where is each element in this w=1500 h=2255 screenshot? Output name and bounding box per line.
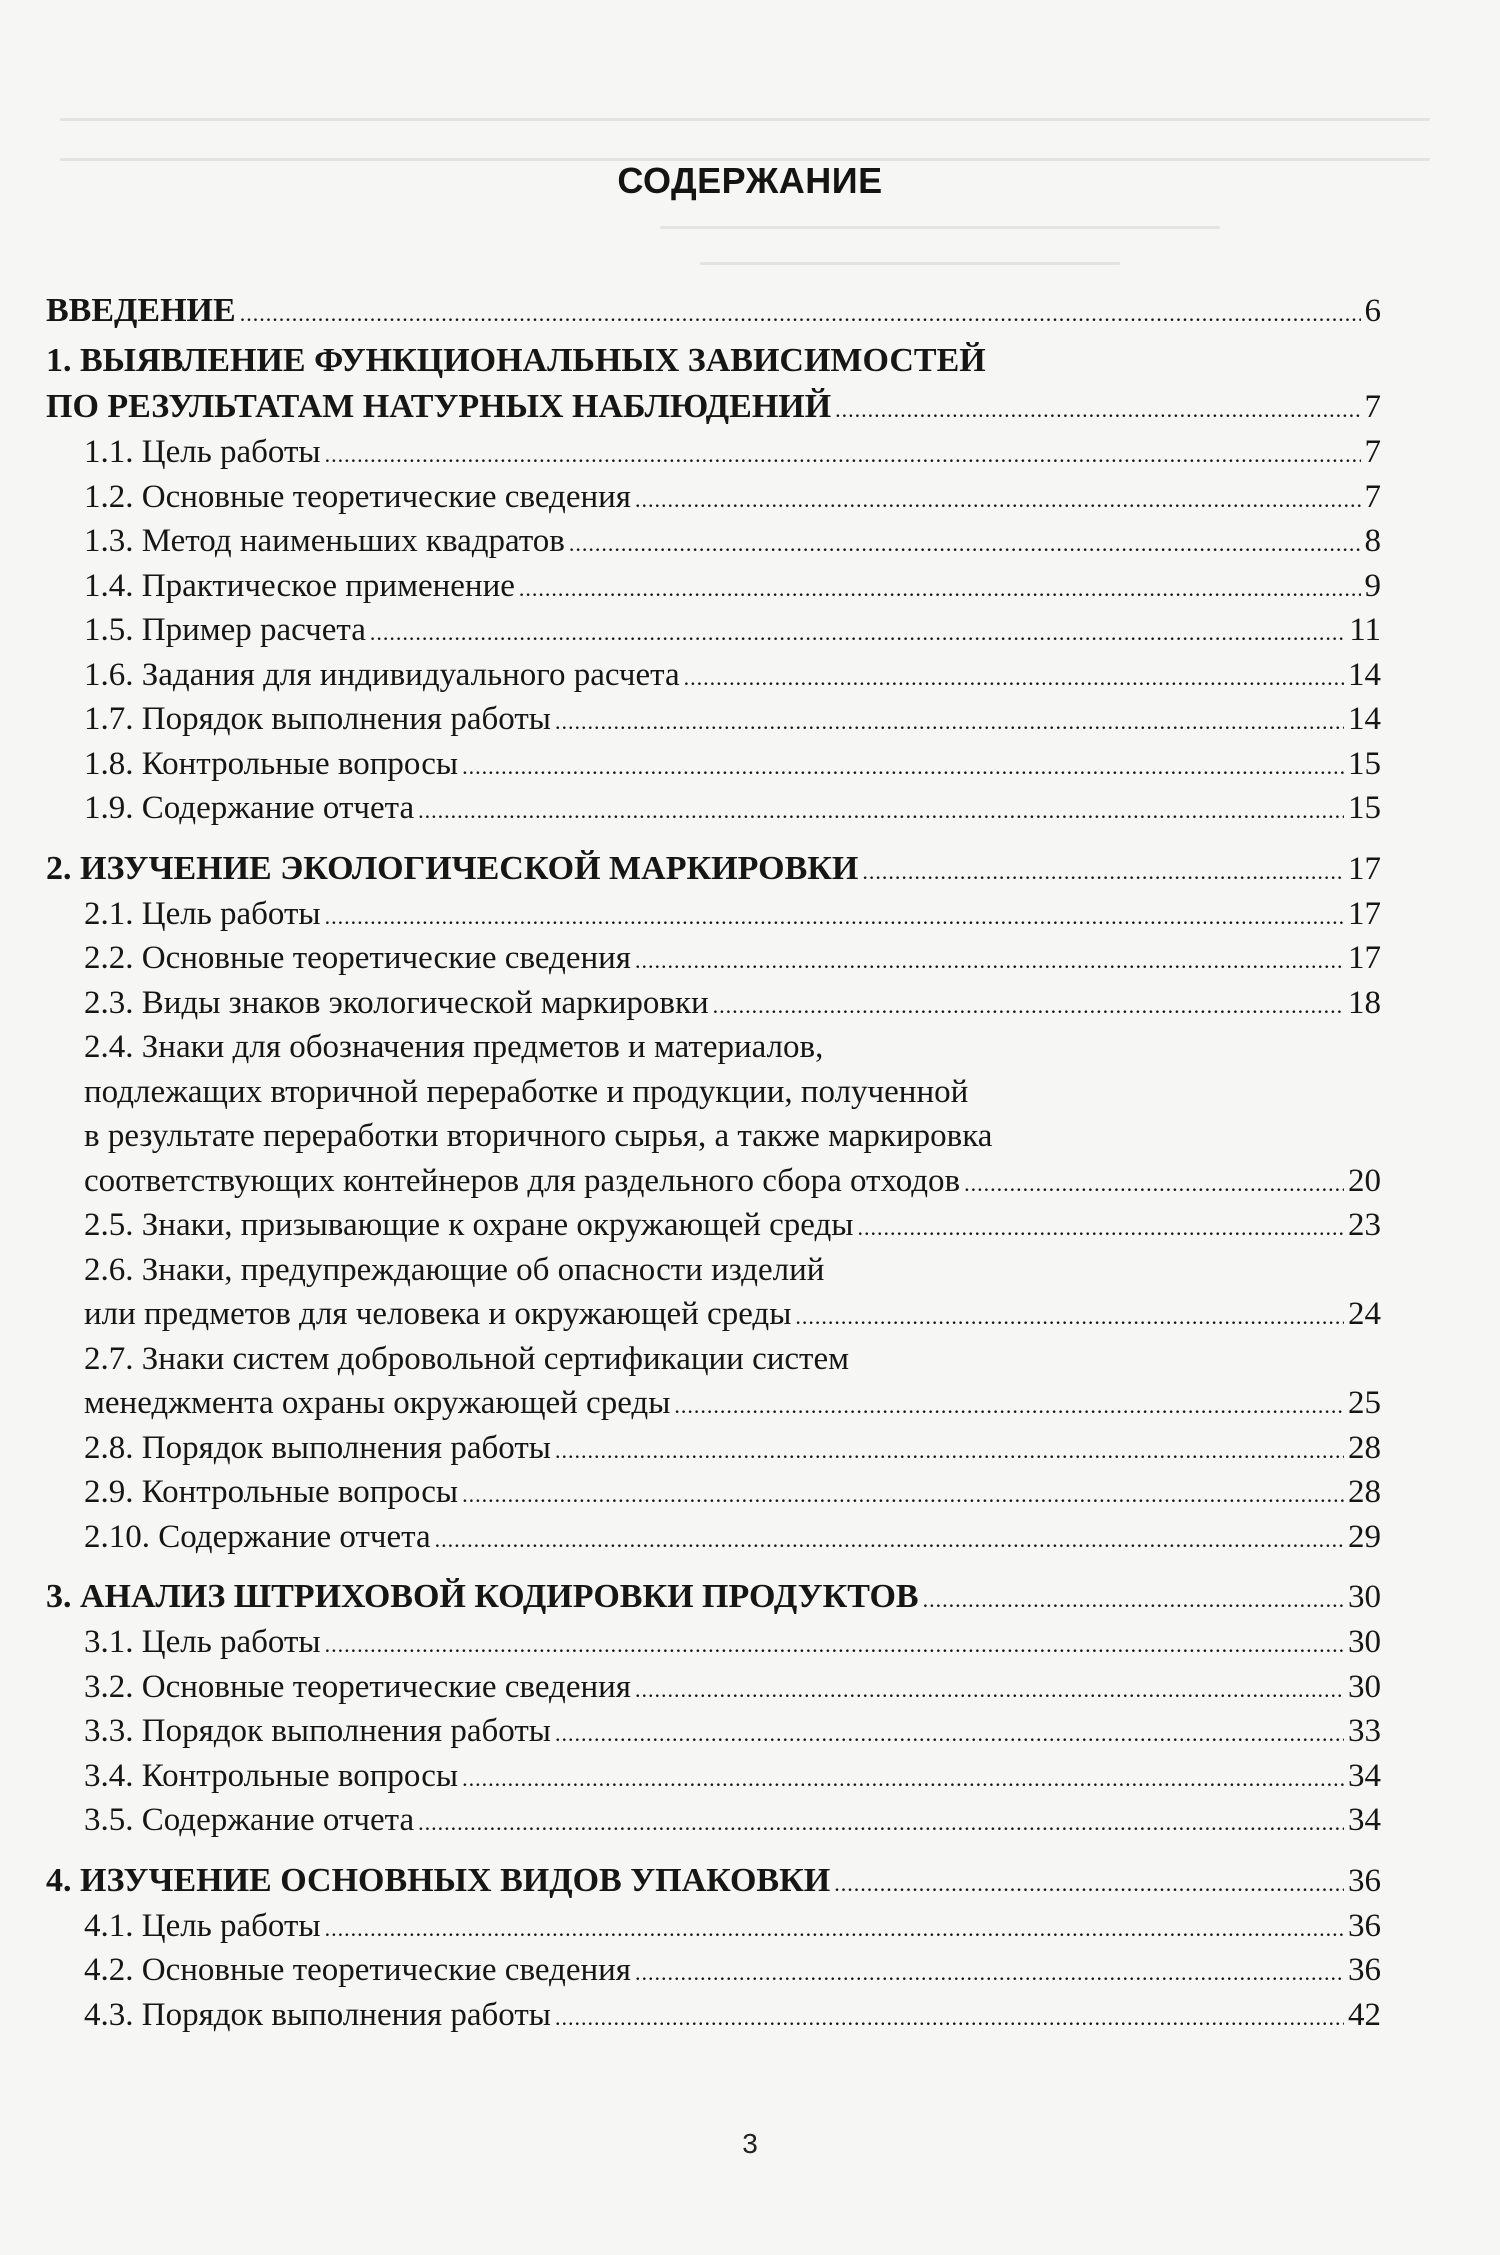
toc-page-number: 15 [1348,745,1381,782]
toc-page-number: 17 [1348,895,1381,932]
leader-dots [713,984,1344,1029]
toc-entry-1-9[interactable] [46,786,1381,831]
toc-page-number: 25 [1348,1385,1381,1421]
toc-page-number: 6 [1364,293,1381,329]
leader-dots [418,1801,1344,1846]
toc-entry-label: 2. ИЗУЧЕНИЕ ЭКОЛОГИЧЕСКОЙ МАРКИРОВКИ [46,849,859,887]
toc-entry-2-4-line2[interactable]: подлежащих вторичной переработке и продукции, полученной [84,1073,969,1110]
leader-dots [462,1473,1344,1518]
toc-entry-2-7-line1[interactable]: 2.7. Знаки систем добровольной сертификации систем [84,1340,849,1377]
toc-entry-4-2[interactable] [46,1948,1381,1993]
toc-page-number: 8 [1364,523,1381,559]
toc-entry-2-4-line3[interactable]: в результате переработки вторичного сырья, а также маркировка [84,1118,993,1154]
bleed-through-line [700,262,1120,265]
leader-dots [834,1861,1344,1907]
leader-dots [635,939,1344,984]
toc-entry-3-2[interactable] [46,1665,1381,1710]
leader-dots [923,1577,1344,1623]
toc-page-number: 34 [1348,1757,1381,1794]
toc-entry-label: 1.8. Контрольные вопросы [84,745,459,782]
toc-section-4[interactable] [46,1858,1381,1904]
leader-dots [835,387,1360,433]
toc-page-number: 30 [1348,1668,1381,1705]
leader-dots [635,1668,1344,1713]
toc-page-number: 29 [1348,1518,1381,1555]
toc-entry-label: 1.4. Практическое применение [84,567,515,604]
toc-entry-4-1[interactable] [46,1904,1381,1949]
leader-dots [635,478,1361,523]
toc-entry-1-8[interactable] [46,742,1381,787]
toc-page-number: 9 [1364,567,1381,604]
leader-dots [857,1206,1344,1251]
toc-entry-2-6[interactable] [46,1292,1381,1337]
toc-entry-label: 4.2. Основные теоретические сведения [84,1952,631,1988]
leader-dots [569,522,1361,567]
toc-entry-label: или предметов для человека и окружающей среды [84,1296,792,1332]
toc-section-3[interactable] [46,1574,1381,1620]
page-title: СОДЕРЖАНИЕ [617,160,883,201]
toc-page-number: 36 [1348,1952,1381,1988]
toc-entry-2-2[interactable] [46,936,1381,981]
leader-dots [635,1951,1344,1996]
leader-dots [462,1757,1344,1802]
toc-entry-introduction[interactable] [46,288,1381,334]
leader-dots [462,745,1344,790]
toc-page-number: 20 [1348,1162,1381,1199]
toc-entry-3-5[interactable] [46,1798,1381,1843]
toc-page-number: 36 [1348,1907,1381,1944]
leader-dots [555,700,1344,745]
toc-entry-label: 1.3. Метод наименьших квадратов [84,523,565,559]
toc-entry-label: 4.3. Порядок выполнения работы [84,1996,551,2033]
toc-page-number: 17 [1348,940,1381,976]
toc-entry-label: 3.3. Порядок выполнения работы [84,1713,551,1749]
toc-page-number: 7 [1364,478,1381,515]
toc-entry-label: ВВЕДЕНИЕ [46,292,236,329]
leader-dots [370,611,1345,656]
toc-section-1[interactable] [46,384,1381,430]
toc-entry-label: ПО РЕЗУЛЬТАТАМ НАТУРНЫХ НАБЛЮДЕНИЙ [46,388,832,425]
toc-entry-3-1[interactable] [46,1620,1381,1665]
toc-page-number: 24 [1348,1296,1381,1332]
toc-entry-2-6-line1[interactable]: 2.6. Знаки, предупреждающие об опасности изделий [84,1251,825,1288]
toc-entry-2-4[interactable] [46,1159,1381,1204]
toc-entry-3-3[interactable] [46,1709,1381,1754]
toc-entry-label: 3.4. Контрольные вопросы [84,1757,459,1794]
toc-entry-label: 1.9. Содержание отчета [84,790,415,826]
toc-entry-label: 2.9. Контрольные вопросы [84,1474,459,1510]
leader-dots [325,1907,1344,1952]
bleed-through-line [660,226,1220,229]
toc-entry-2-7[interactable] [46,1381,1381,1426]
toc-entry-label: 4.1. Цель работы [84,1907,321,1944]
toc-entry-2-8[interactable] [46,1426,1381,1471]
toc-entry-label: 3.2. Основные теоретические сведения [84,1668,631,1705]
toc-page-number: 7 [1364,434,1381,470]
leader-dots [325,433,1361,478]
toc-entry-1-5[interactable] [46,608,1381,653]
toc-page-number: 11 [1349,612,1381,648]
toc-page-number: 42 [1348,1996,1381,2033]
bleed-through-line [60,118,1430,121]
toc-entry-label: 2.5. Знаки, призывающие к охране окружающей среды [84,1207,854,1243]
toc-entry-label: 2.2. Основные теоретические сведения [84,940,631,976]
toc-entry-1-4[interactable] [46,564,1381,609]
toc-entry-label: 3.1. Цель работы [84,1624,321,1660]
leader-dots [964,1162,1344,1207]
leader-dots [325,1623,1344,1668]
table-of-contents [46,288,1381,2037]
toc-section-1-title-line1[interactable]: 1. ВЫЯВЛЕНИЕ ФУНКЦИОНАЛЬНЫХ ЗАВИСИМОСТЕЙ [46,342,986,379]
toc-entry-label: 3.5. Содержание отчета [84,1802,415,1838]
toc-page-number: 7 [1364,389,1381,425]
leader-dots [674,1384,1344,1429]
leader-dots [325,895,1344,940]
toc-page-number: 28 [1348,1429,1381,1466]
leader-dots [862,849,1344,895]
toc-page-number: 30 [1348,1579,1381,1615]
toc-entry-label: 1.6. Задания для индивидуального расчета [84,656,680,693]
toc-entry-1-1[interactable] [46,430,1381,475]
toc-entry-label: 4. ИЗУЧЕНИЕ ОСНОВНЫХ ВИДОВ УПАКОВКИ [46,1861,831,1899]
leader-dots [555,1712,1344,1757]
toc-entry-1-3[interactable] [46,519,1381,564]
toc-entry-2-3[interactable] [46,981,1381,1026]
toc-entry-2-1[interactable] [46,892,1381,937]
toc-entry-2-4-line1[interactable]: 2.4. Знаки для обозначения предметов и материалов, [84,1029,824,1065]
toc-page-number: 17 [1348,850,1381,887]
toc-entry-2-9[interactable] [46,1470,1381,1515]
toc-entry-1-6[interactable] [46,653,1381,698]
toc-page-number: 18 [1348,984,1381,1021]
toc-page-number: 36 [1348,1862,1381,1899]
toc-entry-label: 2.3. Виды знаков экологической маркировки [84,984,709,1021]
toc-entry-2-10[interactable] [46,1515,1381,1560]
toc-entry-label: 1.1. Цель работы [84,434,321,470]
toc-entry-label: 3. АНАЛИЗ ШТРИХОВОЙ КОДИРОВКИ ПРОДУКТОВ [46,1578,919,1615]
toc-page-number: 28 [1348,1474,1381,1510]
leader-dots [519,567,1361,612]
toc-page-number: 15 [1348,790,1381,826]
toc-page-number: 14 [1348,701,1381,737]
toc-entry-4-3[interactable] [46,1993,1381,2038]
toc-entry-label: 2.8. Порядок выполнения работы [84,1429,551,1466]
toc-entry-3-4[interactable] [46,1754,1381,1799]
toc-entry-1-2[interactable] [46,475,1381,520]
leader-dots [240,291,1361,337]
leader-dots [418,789,1344,834]
toc-entry-label: менеджмента охраны окружающей среды [84,1385,671,1421]
toc-section-2[interactable] [46,846,1381,892]
toc-page-number: 30 [1348,1624,1381,1660]
leader-dots [684,656,1344,701]
leader-dots [435,1518,1344,1563]
leader-dots [555,1996,1344,2041]
toc-entry-2-5[interactable] [46,1203,1381,1248]
toc-page-number: 14 [1348,656,1381,693]
toc-page-number: 33 [1348,1713,1381,1749]
leader-dots [795,1295,1344,1340]
toc-entry-label: 2.1. Цель работы [84,895,321,932]
leader-dots [555,1429,1344,1474]
toc-entry-label: 2.10. Содержание отчета [84,1518,431,1555]
toc-entry-label: 1.5. Пример расчета [84,612,366,648]
toc-page-number: 23 [1348,1207,1381,1243]
toc-entry-label: 1.2. Основные теоретические сведения [84,478,631,515]
toc-page-number: 34 [1348,1802,1381,1838]
toc-entry-label: соответствующих контейнеров для раздельного сбора отходов [84,1162,961,1199]
toc-entry-1-7[interactable] [46,697,1381,742]
toc-entry-label: 1.7. Порядок выполнения работы [84,701,551,737]
page-number: 3 [742,2128,758,2159]
